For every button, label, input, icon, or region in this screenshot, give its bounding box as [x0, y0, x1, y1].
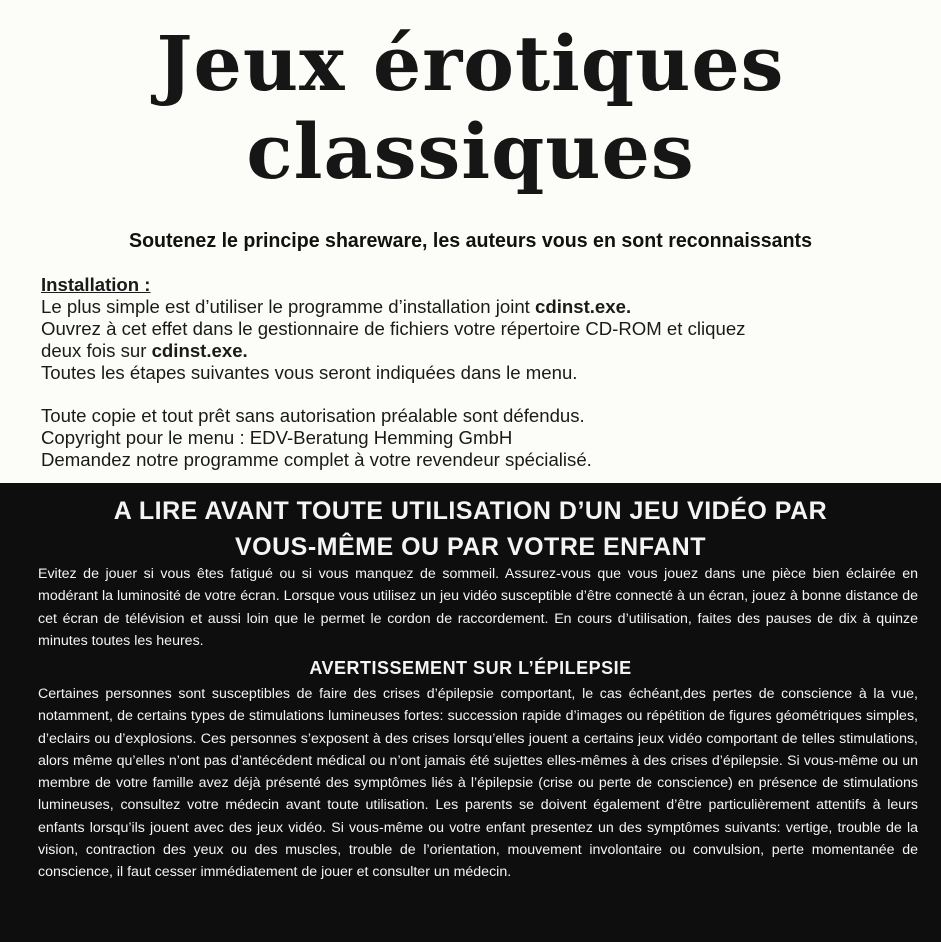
warning-title-line-2: VOUS-MÊME OU PAR VOTRE ENFANT	[234, 533, 706, 561]
epilepsy-heading: AVERTISSEMENT SUR L’ÉPILEPSIE	[309, 658, 632, 678]
installation-line-3: deux fois sur cdinst.exe.	[41, 340, 248, 361]
installer-filename: cdinst.exe.	[535, 296, 632, 317]
warning-title-line-1: A LIRE AVANT TOUTE UTILISATION D’UN JEU VIDÉO PAR	[113, 497, 828, 525]
installation-block	[41, 274, 921, 384]
installation-line-4: Toutes les étapes suivantes vous seront indiquées dans le menu.	[41, 362, 578, 383]
legal-block	[41, 405, 921, 471]
warning-section	[0, 483, 941, 942]
installation-heading: Installation :	[41, 274, 151, 295]
warning-paragraph: Evitez de jouer si vous êtes fatigué ou si vous manquez de sommeil. Assurez-vous que vous jouez dans une pièce bien éclairée en modérant la luminosité de votre écran. Lorsque vous utilisez un jeu vidéo susceptible d’être connecté à un écran, jouez à bonne distance de cet écran de télévision et aussi loin que le permet le cordon de raccordement. En cours d’utilisation, faites des pauses de dix à quinze minutes toutes les heures.	[38, 566, 918, 649]
title-line-1: Jeux érotiques	[156, 19, 785, 108]
legal-line-1: Toute copie et tout prêt sans autorisation préalable sont défendus.	[41, 405, 585, 426]
installation-line-2: Ouvrez à cet effet dans le gestionnaire de fichiers votre répertoire CD-ROM et cliquez	[41, 318, 746, 339]
legal-line-3: Demandez notre programme complet à votre revendeur spécialisé.	[41, 449, 592, 470]
epilepsy-paragraph: Certaines personnes sont susceptibles de faire des crises d’épilepsie comportant, le cas échéant,des pertes de conscience à la vue, notamment, de certains types de stimulations lumineuses fortes: succession rapide d’images ou répétition de figures géométriques simples, d’eclairs ou d’explosions. Ces personnes s’exposent à des crises lorsqu’elles jouent a certains jeux vidéo comportant de telles stimulations, alors même qu’elles n’ont pas d’antécédent médical ou n’ont jamais été sujettes elles-mêmes à des crises d’épilepsie. Si vous-même ou un membre de votre famille avez déjà présenté des symptômes liés à l’épilepsie (crise ou perte de conscience) en présence de stimulations lumineuses, consultez votre médecin avant toute utilisation. Les parents se doivent également d’être particulièrement attentifs à leurs enfants lorsqu’ils jouent avec des jeux vidéo. Si vous-même ou votre enfant presentez un des symptômes suivants: vertige, trouble de la vision, contraction des yeux ou des muscles, trouble de l’orientation, mouvement involontaire ou convulsion, perte momentanée de conscience, il faut cesser immédiatement de jouer et consulter un médecin.	[38, 686, 918, 881]
warning-title	[0, 493, 941, 565]
shareware-tagline: Soutenez le principe shareware, les auteurs vous en sont reconnaissants	[129, 230, 812, 252]
installer-filename-2: cdinst.exe.	[151, 340, 248, 361]
installation-line-1: Le plus simple est d’utiliser le programme d’installation joint cdinst.exe.	[41, 296, 632, 317]
page-title	[0, 20, 941, 196]
title-line-2: classiques	[246, 107, 695, 196]
legal-line-2: Copyright pour le menu : EDV-Beratung Hemming GmbH	[41, 427, 513, 448]
